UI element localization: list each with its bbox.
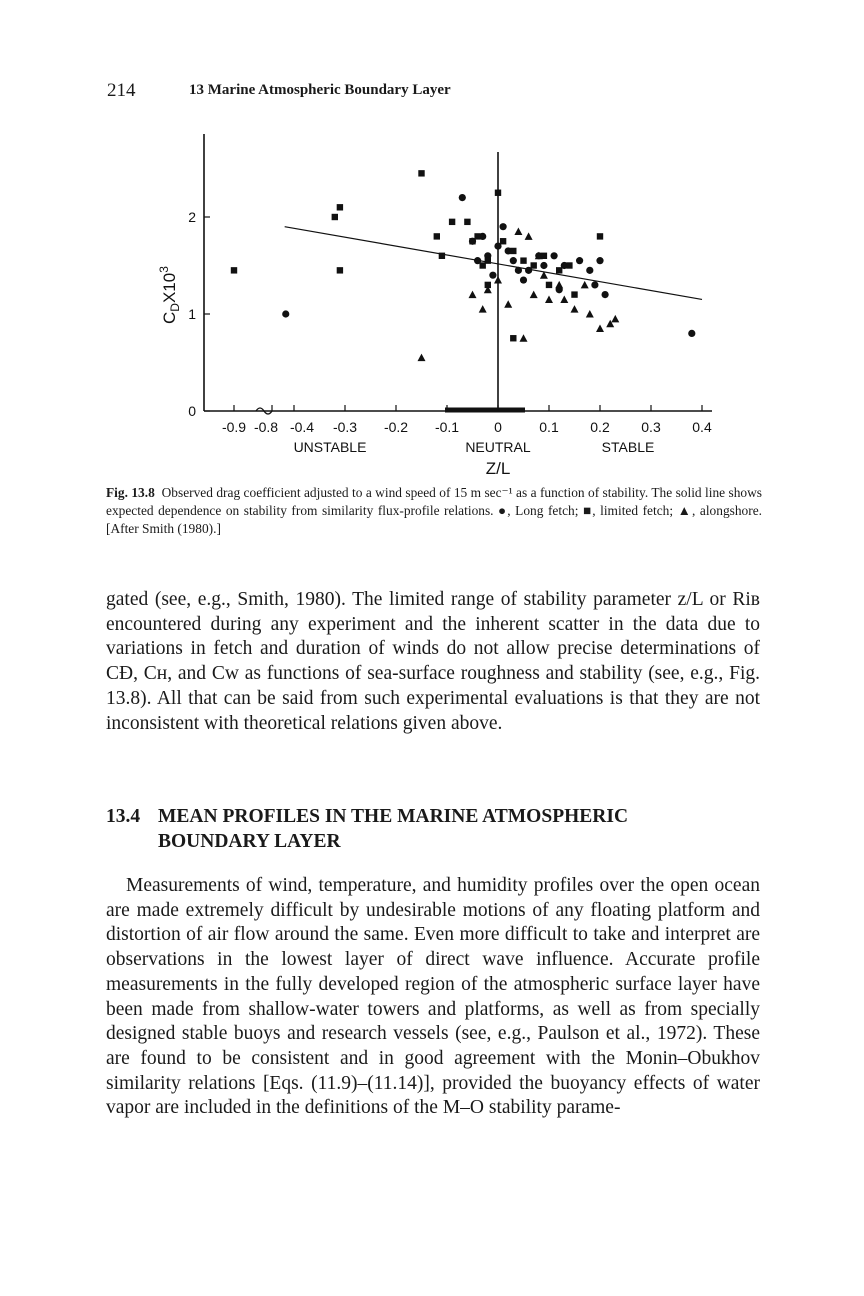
region-neutral: NEUTRAL bbox=[465, 439, 531, 455]
long-fetch-point bbox=[459, 194, 466, 201]
long-fetch-point bbox=[500, 223, 507, 230]
alongshore-point bbox=[611, 315, 619, 323]
limited-fetch-point bbox=[500, 238, 506, 244]
long-fetch-point bbox=[591, 281, 598, 288]
limited-fetch-point bbox=[449, 219, 455, 225]
section-title-line-2: BOUNDARY LAYER bbox=[158, 831, 341, 852]
limited-fetch-point bbox=[556, 267, 562, 273]
alongshore-point bbox=[586, 310, 594, 318]
alongshore-point bbox=[520, 334, 528, 342]
alongshore-point bbox=[581, 281, 589, 289]
page-header bbox=[107, 80, 451, 102]
limited-fetch-point bbox=[510, 335, 516, 341]
long-fetch-point bbox=[596, 257, 603, 264]
limited-fetch-point bbox=[418, 170, 424, 176]
long-fetch-point bbox=[510, 257, 517, 264]
long-fetch-point bbox=[551, 252, 558, 259]
x-tick-label: 0.3 bbox=[641, 419, 661, 435]
limited-fetch-point bbox=[231, 267, 237, 273]
x-tick-label: -0.2 bbox=[383, 419, 409, 435]
y-axis-label: $C_DX10^3$ bbox=[157, 266, 182, 324]
x-tick-label: -0.9 bbox=[221, 419, 247, 435]
limited-fetch-point bbox=[485, 257, 491, 263]
figure-13-8 bbox=[0, 120, 864, 480]
x-axis-label: Z/L bbox=[485, 459, 511, 478]
long-fetch-point bbox=[602, 291, 609, 298]
limited-fetch-point bbox=[566, 262, 572, 268]
alongshore-point bbox=[525, 232, 533, 240]
caption-text: Observed drag coefficient adjusted to a wind speed of 15 m sec⁻¹ as a function of stability. The solid line shows expected dependence on stability from similarity flux-profile relations. ●, Long fetch; ■, limited fetch; ▲, alongshore. [After Smith (1980).] bbox=[106, 485, 762, 536]
long-fetch-point bbox=[520, 276, 527, 283]
limited-fetch-point bbox=[337, 267, 343, 273]
x-tick-label: 0.2 bbox=[590, 419, 610, 435]
section-heading bbox=[106, 804, 628, 854]
x-tick-label: -0.4 bbox=[289, 419, 315, 435]
x-tick-label: 0 bbox=[494, 419, 502, 435]
figure-caption bbox=[106, 484, 762, 538]
fit-line bbox=[285, 227, 702, 300]
running-head: 13 Marine Atmospheric Boundary Layer bbox=[189, 82, 451, 98]
x-tick-label: -0.1 bbox=[434, 419, 460, 435]
y-tick-label: 1 bbox=[188, 306, 196, 322]
alongshore-point bbox=[479, 305, 487, 313]
y-tick-label: 2 bbox=[188, 209, 196, 225]
limited-fetch-point bbox=[464, 219, 470, 225]
region-stable: STABLE bbox=[601, 439, 655, 455]
limited-fetch-point bbox=[439, 253, 445, 259]
alongshore-point bbox=[571, 305, 579, 313]
long-fetch-point bbox=[688, 330, 695, 337]
limited-fetch-point bbox=[332, 214, 338, 220]
long-fetch-point bbox=[576, 257, 583, 264]
long-fetch-point bbox=[586, 267, 593, 274]
limited-fetch-point bbox=[597, 233, 603, 239]
x-tick-label: -0.8 bbox=[253, 419, 279, 435]
caption-label: Fig. 13.8 bbox=[106, 485, 155, 500]
alongshore-point bbox=[560, 295, 568, 303]
alongshore-point bbox=[504, 300, 512, 308]
section-title-line-1: MEAN PROFILES IN THE MARINE ATMOSPHERIC bbox=[158, 806, 629, 827]
limited-fetch-point bbox=[474, 233, 480, 239]
alongshore-point bbox=[514, 228, 522, 236]
limited-fetch-point bbox=[546, 282, 552, 288]
limited-fetch-point bbox=[495, 190, 501, 196]
alongshore-point bbox=[545, 295, 553, 303]
limited-fetch-point bbox=[337, 204, 343, 210]
paragraph-2: Measurements of wind, temperature, and humidity profiles over the open ocean are made extremely difficult by undesirable motions of any floating platform and distortion of air flow around the same. Even more difficult to take and interpret are observations in the lowest layer of direct wave influence. Accurate profile measurements in the fully developed region of the atmospheric surface layer have been made from shallow-water towers and platforms, as well as from specially designed stable buoys and research vessels (see, e.g., Paulson et al., 1972). These are found to be consistent and in good agreement with the Monin–Obukhov similarity relations [Eqs. (11.9)–(11.14)], provided the buoyancy effects of water vapor are included in the definitions of the M–O stability parame- bbox=[106, 875, 760, 1119]
long-fetch-point bbox=[489, 272, 496, 279]
limited-fetch-point bbox=[510, 248, 516, 254]
alongshore-point bbox=[555, 281, 563, 289]
limited-fetch-point bbox=[531, 262, 537, 268]
alongshore-point bbox=[469, 291, 477, 299]
section-number: 13.4 bbox=[106, 806, 141, 827]
limited-fetch-point bbox=[571, 291, 577, 297]
alongshore-point bbox=[418, 354, 426, 362]
x-tick-label: -0.3 bbox=[332, 419, 358, 435]
x-tick-label: 0.4 bbox=[692, 419, 712, 435]
x-tick-label: 0.1 bbox=[539, 419, 559, 435]
region-unstable: UNSTABLE bbox=[293, 439, 367, 455]
alongshore-point bbox=[530, 291, 538, 299]
long-fetch-point bbox=[515, 267, 522, 274]
long-fetch-point bbox=[282, 310, 289, 317]
y-tick-label: 0 bbox=[188, 403, 196, 419]
limited-fetch-point bbox=[520, 257, 526, 263]
paragraph-1: gated (see, e.g., Smith, 1980). The limited range of stability parameter z/L or Riʙ encountered during any experiment and the inherent scatter in the data due to variations in fetch and duration of winds do not allow precise determinations of CĐ, Cʜ, and Cᴡ as functions of sea-surface roughness and stability (see, e.g., Fig. 13.8). All that can be said from such experimental evaluations is that they are not inconsistent with theoretical relations given above. bbox=[106, 589, 760, 734]
page-number: 214 bbox=[107, 80, 136, 101]
limited-fetch-point bbox=[434, 233, 440, 239]
long-fetch-point bbox=[540, 262, 547, 269]
alongshore-point bbox=[596, 325, 604, 333]
